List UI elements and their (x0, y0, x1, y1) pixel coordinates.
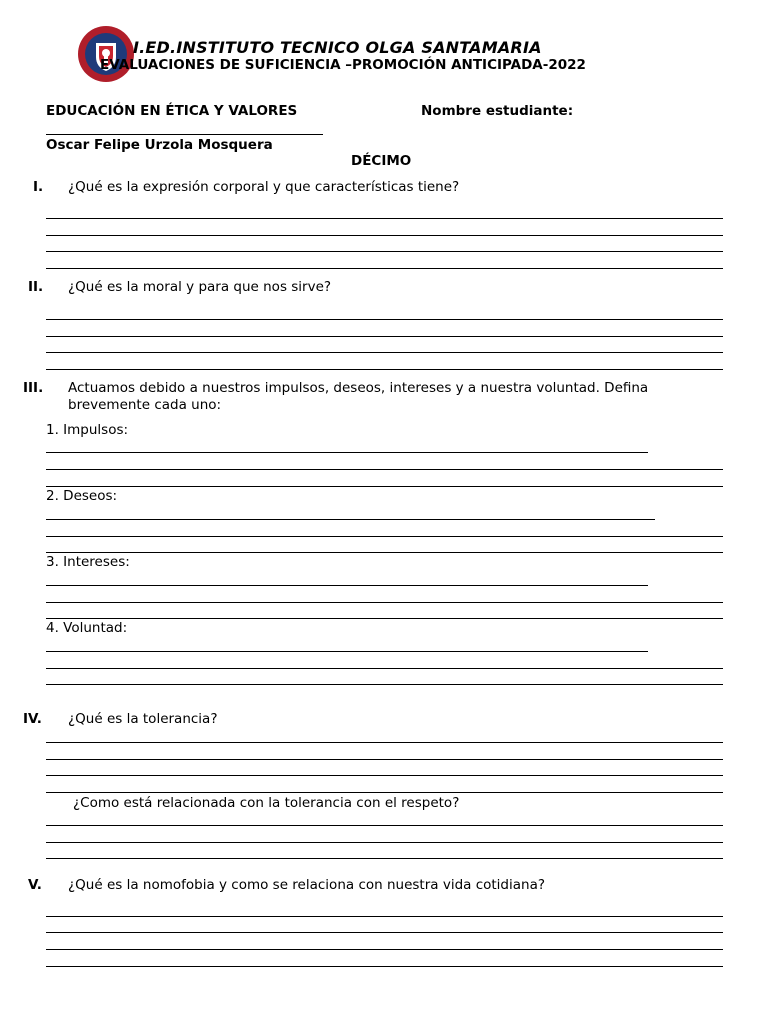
question-number: V. (28, 877, 42, 893)
answer-line[interactable] (46, 858, 723, 859)
question-text: Actuamos debido a nuestros impulsos, deseos, intereses y a nuestra voluntad. Defina brevemente cada uno: (68, 380, 649, 413)
answer-line[interactable] (46, 268, 723, 269)
question-text: ¿Qué es la nomofobia y como se relaciona con nuestra vida cotidiana? (68, 877, 546, 893)
student-name: Oscar Felipe Urzola Mosquera (46, 137, 273, 153)
subitem-label: 2. Deseos: (46, 488, 118, 504)
subitem-label: 1. Impulsos: (46, 422, 129, 438)
question-text: ¿Qué es la moral y para que nos sirve? (68, 279, 332, 295)
answer-line[interactable] (46, 352, 723, 353)
answer-line[interactable] (46, 742, 723, 743)
answer-line[interactable] (46, 966, 723, 967)
question-number: I. (33, 179, 44, 195)
answer-line[interactable] (46, 235, 723, 236)
answer-line[interactable] (46, 775, 723, 776)
name-underline[interactable] (46, 134, 323, 135)
answer-line[interactable] (46, 651, 648, 652)
answer-line[interactable] (46, 842, 723, 843)
answer-line[interactable] (46, 916, 723, 917)
question-text: ¿Qué es la expresión corporal y que características tiene? (68, 179, 460, 195)
question-text: ¿Qué es la tolerancia? (68, 711, 218, 727)
followup-question-text: ¿Como está relacionada con la tolerancia con el respeto? (73, 795, 460, 811)
subject-title: EDUCACIÓN EN ÉTICA Y VALORES (46, 103, 298, 119)
answer-line[interactable] (46, 469, 723, 470)
answer-line[interactable] (46, 932, 723, 933)
subitem-label: 4. Voluntad: (46, 620, 128, 636)
answer-line[interactable] (46, 519, 655, 520)
school-name: I.ED.INSTITUTO TECNICO OLGA SANTAMARIA (133, 38, 542, 57)
question-number: III. (23, 380, 44, 396)
school-logo (77, 25, 135, 83)
answer-line[interactable] (46, 251, 723, 252)
answer-line[interactable] (46, 585, 648, 586)
answer-line[interactable] (46, 668, 723, 669)
answer-line[interactable] (46, 552, 723, 553)
answer-line[interactable] (46, 336, 723, 337)
exam-subtitle: EVALUACIONES DE SUFICIENCIA –PROMOCIÓN ANTICIPADA-2022 (100, 57, 586, 73)
answer-line[interactable] (46, 319, 723, 320)
student-name-label: Nombre estudiante: (421, 103, 574, 119)
answer-line[interactable] (46, 618, 723, 619)
answer-line[interactable] (46, 536, 723, 537)
question-number: IV. (23, 711, 42, 727)
answer-line[interactable] (46, 486, 723, 487)
grade-label: DÉCIMO (351, 153, 412, 169)
answer-line[interactable] (46, 825, 723, 826)
answer-line[interactable] (46, 218, 723, 219)
answer-line[interactable] (46, 602, 723, 603)
answer-line[interactable] (46, 684, 723, 685)
answer-line[interactable] (46, 759, 723, 760)
question-number: II. (28, 279, 44, 295)
answer-line[interactable] (46, 369, 723, 370)
answer-line[interactable] (46, 792, 723, 793)
answer-line[interactable] (46, 452, 648, 453)
answer-line[interactable] (46, 949, 723, 950)
subitem-label: 3. Intereses: (46, 554, 130, 570)
